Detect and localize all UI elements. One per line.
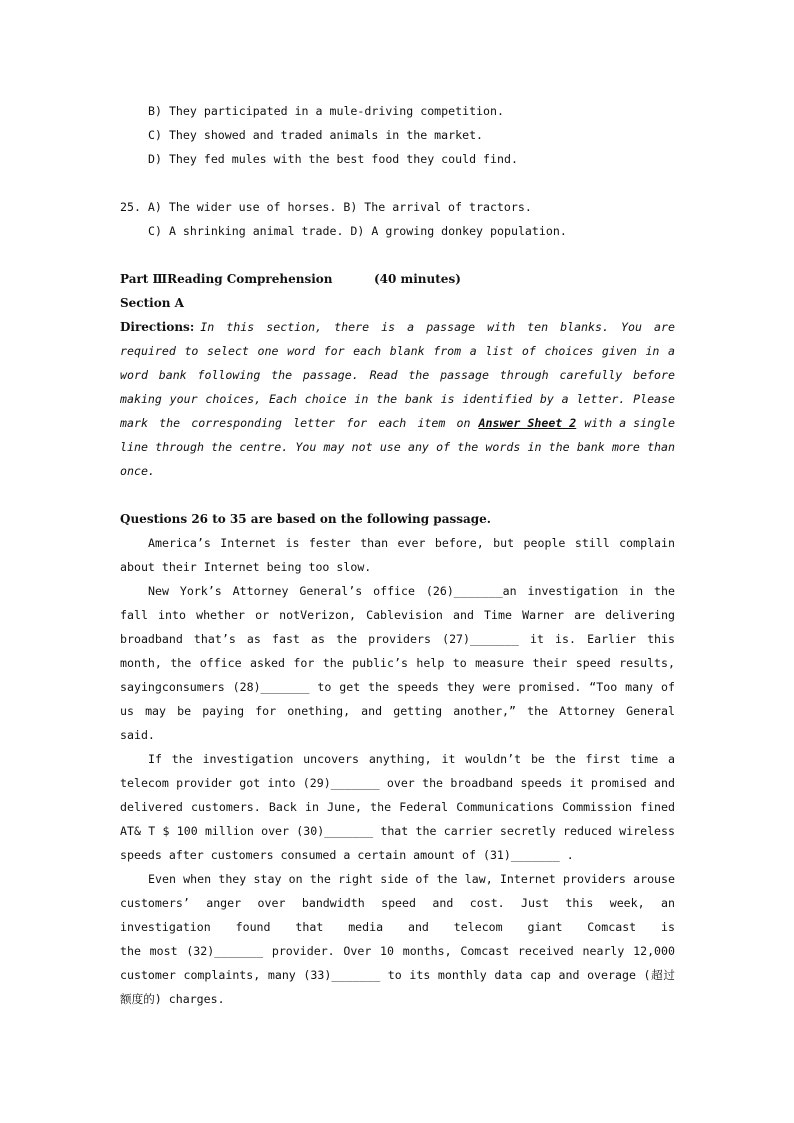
section-title: Section A	[120, 296, 184, 310]
q24-option-b: B) They participated in a mule-driving competition.	[148, 104, 504, 118]
directions-line-3: word bank following the passage. Read the passage through carefully before	[120, 368, 675, 382]
answer-sheet-link: Answer Sheet 2	[478, 416, 577, 430]
passage-line: delivered customers. Back in June, the Federal Communications Commission fined	[120, 800, 675, 814]
passage-line: fall into whether or notVerizon, Cablevision and Time Warner are delivering	[120, 608, 675, 622]
passage-line: speeds after customers consumed a certain amount of (31)_______ .	[120, 848, 574, 862]
directions-line-1	[120, 320, 675, 334]
q24-option-d: D) They fed mules with the best food they could find.	[148, 152, 518, 166]
q25-line-1: 25. A) The wider use of horses. B) The arrival of tractors.	[120, 200, 532, 214]
directions-label: Directions:	[120, 320, 195, 334]
passage-line: said.	[120, 728, 155, 742]
passage-line: investigation found that media and telecom giant Comcast is	[120, 920, 675, 934]
passage-line: 额度的) charges.	[120, 992, 225, 1006]
passage-line: sayingconsumers (28)_______ to get the speeds they were promised. “Too many of	[120, 680, 675, 694]
q24-option-c: C) They showed and traded animals in the market.	[148, 128, 484, 142]
directions-line-2: required to select one word for each blank from a list of choices given in a	[120, 344, 675, 358]
passage-heading: Questions 26 to 35 are based on the following passage.	[120, 512, 491, 526]
passage-line: us may be paying for onething, and getting another,” the Attorney General	[120, 704, 675, 718]
passage-line: New York’s Attorney General’s office (26)_______an investigation in the	[148, 584, 675, 598]
directions-text-5b: with a single	[584, 416, 675, 430]
directions-text-5: mark the corresponding letter for each item on	[120, 416, 471, 430]
directions-line-4: making your choices, Each choice in the bank is identified by a letter. Please	[120, 392, 675, 406]
directions-text: In this section, there is a passage with ten blanks. You are	[200, 320, 675, 334]
passage-line: the most (32)_______ provider. Over 10 months, Comcast received nearly 12,000	[120, 944, 675, 958]
passage-line: America’s Internet is fester than ever before, but people still complain	[148, 536, 675, 550]
passage-line: If the investigation uncovers anything, it wouldn’t be the first time a	[148, 752, 675, 766]
passage-line: Even when they stay on the right side of the law, Internet providers arouse	[148, 872, 675, 886]
directions-line-7: once.	[120, 464, 155, 478]
passage-line: customer complaints, many (33)_______ to its monthly data cap and overage (超过	[120, 968, 675, 982]
passage-line: broadband that’s as fast as the providers (27)_______ it is. Earlier this	[120, 632, 675, 646]
passage-line: customers’ anger over bandwidth speed and cost. Just this week, an	[120, 896, 675, 910]
passage-line: telecom provider got into (29)_______ over the broadband speeds it promised and	[120, 776, 675, 790]
passage-line: about their Internet being too slow.	[120, 560, 372, 574]
directions-line-6: line through the centre. You may not use any of the words in the bank more than	[120, 440, 675, 454]
part-title: Part ⅢReading Comprehension	[120, 272, 333, 286]
passage-line: AT& T $ 100 million over (30)_______ that the carrier secretly reduced wireless	[120, 824, 675, 838]
q25-line-2: C) A shrinking animal trade. D) A growing donkey population.	[148, 224, 567, 238]
directions-line-5	[120, 416, 675, 430]
part-time: (40 minutes)	[374, 272, 461, 286]
passage-line: month, the office asked for the public’s help to measure their speed results,	[120, 656, 675, 670]
